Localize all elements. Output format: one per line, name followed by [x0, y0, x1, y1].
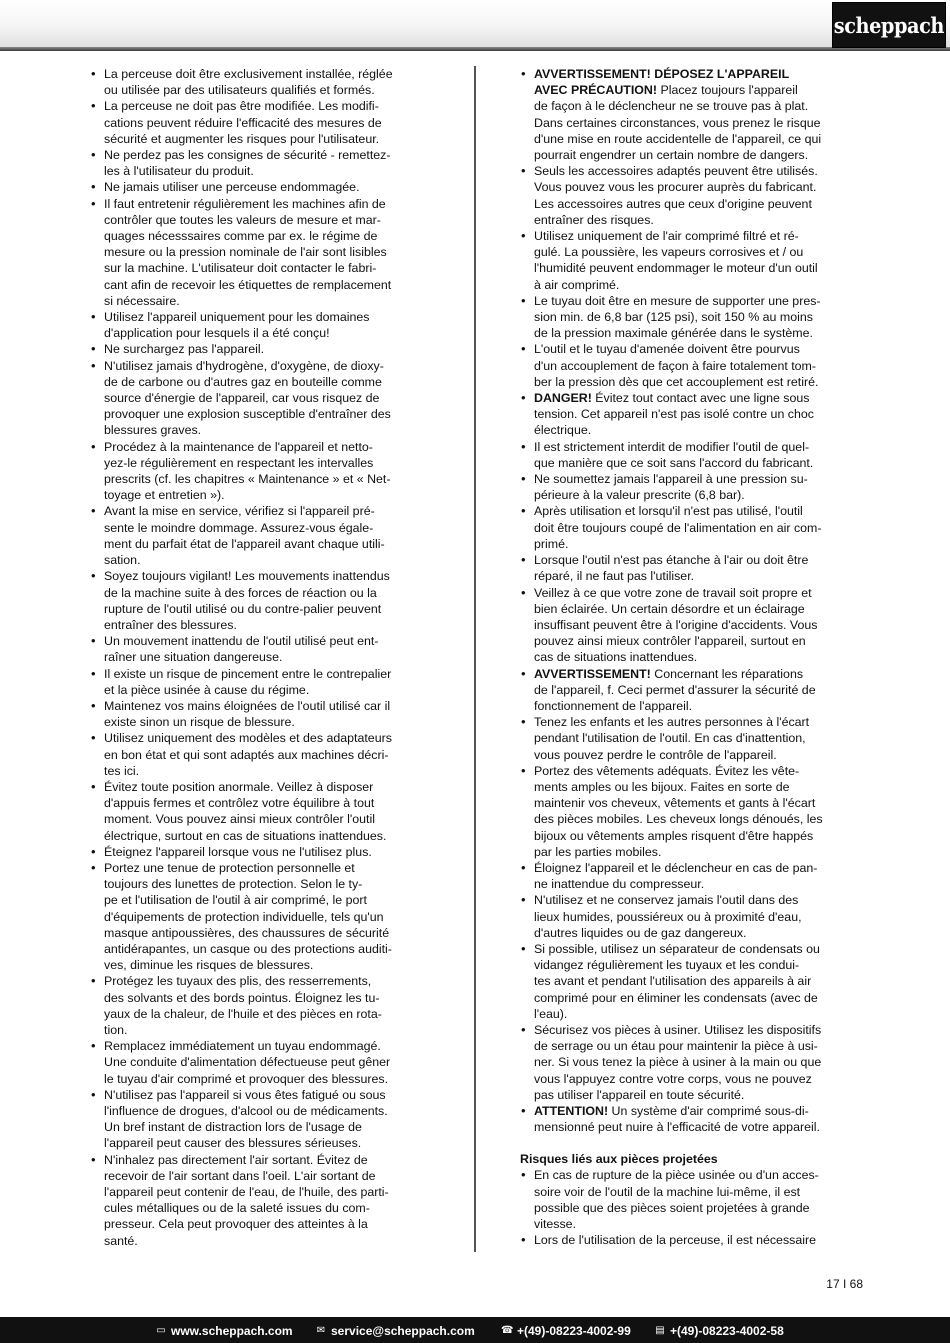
left-bullet-item: • N'inhalez pas directement l'air sortant. Évitez de recevoir de l'air sortant dans l'oeil. L'air sortant de l'appareil peut contenir de l'eau, de l'huile, des parti- cules métalliques ou de la saleté issues du com- presseur. Cela peut provoquer des atteintes à la santé.	[90, 1152, 432, 1249]
right-bullet-item	[520, 341, 862, 390]
left-bullet-item: • Ne surchargez pas l'appareil.	[90, 341, 432, 357]
left-bullet-item: • Il existe un risque de pincement entre le contrepalier et la pièce usinée à cause du régime.	[90, 666, 432, 698]
column-divider	[474, 66, 476, 1252]
right-bullet-item	[520, 390, 862, 439]
bullet-text: Sécurisez vos pièces à usiner. Utilisez les dispositifs de serrage ou un étau pour maintenir la pièce à usi- ner. Si vous tenez la pièce à usiner à la main ou que vous l'appuyez contre votre corps, vous ne pouvez pas utiliser l'appareil en toute sécurité.	[534, 1022, 822, 1102]
left-bullet-item: • Utilisez l'appareil uniquement pour les domaines d'application pour lesquels il a été conçu!	[90, 309, 432, 341]
left-bullet-item: • Il faut entretenir régulièrement les machines afin de contrôler que toutes les valeurs de mesure et mar- quages nécesssaires comme par ex. le régime de mesure ou la pression nominale de l'air sont lisibles sur la machine. L'utilisateur doit contacter le fabri- cant afin de recevoir les étiquettes de remplacement si nécessaire.	[90, 196, 432, 309]
mail-icon: ✉	[316, 1325, 326, 1336]
left-bullet-item: • N'utilisez pas l'appareil si vous êtes fatigué ou sous l'influence de drogues, d'alcool ou de médicaments. Un bref instant de distraction lors de l'usage de l'appareil peut causer des blessures sérieuses.	[90, 1087, 432, 1152]
right-bullet-item	[520, 714, 862, 763]
right-bullet-item	[520, 860, 862, 892]
right-column	[520, 66, 862, 1248]
bullet-text: Ne soumettez jamais l'appareil à une pression su- périeure à la valeur prescrite (6,8 bar).	[534, 472, 808, 503]
left-bullet-item: • Protégez les tuyaux des plis, des resserrements, des solvants et des bords pointus. Éloignez les tu- yaux de la chaleur, de l'huile et des pièces en rota- tion.	[90, 973, 432, 1038]
section-bullet-item: • En cas de rupture de la pièce usinée ou d'un acces- soire voir de l'outil de la machine lui-même, il est possible que des pièces soient projetées à grande vitesse.	[520, 1167, 862, 1232]
right-bullet-item	[520, 293, 862, 342]
warning-label: DANGER!	[534, 391, 592, 406]
page-number: 17 I 68	[826, 1277, 863, 1291]
bullet-text: N'utilisez et ne conservez jamais l'outil dans des lieux humides, poussiéreux ou à proximité d'eau, d'autres liquides ou de gaz dangereux.	[534, 893, 802, 940]
bullet-text: Éloignez l'appareil et le déclencheur en cas de pan- ne inattendue du compresseur.	[534, 860, 818, 892]
left-bullet-item: • La perceuse ne doit pas être modifiée. Les modifi- cations peuvent réduire l'efficacité des mesures de sécurité et augmenter les risques pour l'utilisateur.	[90, 98, 432, 147]
left-bullet-list	[90, 66, 432, 1249]
left-column	[90, 66, 432, 1249]
warning-label: AVVERTISSEMENT!	[534, 666, 651, 681]
warning-label: ATTENTION!	[534, 1104, 609, 1118]
left-bullet-item: • Remplacez immédiatement un tuyau endommagé. Une conduite d'alimentation défectueuse peut gêner le tuyau d'air comprimé et provoquer des blessures.	[90, 1038, 432, 1087]
left-bullet-item: • La perceuse doit être exclusivement installée, réglée ou utilisée par des utilisateurs qualifiés et formés.	[90, 66, 432, 98]
left-bullet-item: • Ne jamais utiliser une perceuse endommagée.	[90, 179, 432, 195]
left-bullet-item: • Évitez toute position anormale. Veillez à disposer d'appuis fermes et contrôlez votre équilibre à tout moment. Vous pouvez ainsi mieux contrôler l'outil électrique, surtout en cas de situations inattendues.	[90, 779, 432, 844]
left-bullet-item: • Ne perdez pas les consignes de sécurité - remettez- les à l'utilisateur du produit.	[90, 147, 432, 179]
section-heading: Risques liés aux pièces projetées	[520, 1152, 718, 1167]
brand-logo-text: scheppach	[833, 12, 945, 38]
left-bullet-item: • Portez une tenue de protection personnelle et toujours des lunettes de protection. Selon le ty- pe et l'utilisation de l'outil à air comprimé, le port d'équipements de protection individuelle, tels qu'un masque antipoussières, des chaussures de sécurité antidérapantes, un casque ou des protections auditi- ves, diminue les risques de blessures.	[90, 860, 432, 973]
right-bullet-item	[520, 585, 862, 666]
footer-fax	[654, 1324, 784, 1338]
footer-email[interactable]	[315, 1324, 475, 1338]
warning-label: AVVERTISSEMENT! DÉPOSEZ L'APPAREIL AVEC PRÉCAUTION!	[534, 67, 790, 98]
right-bullet-item	[520, 763, 862, 860]
bullet-text: Seuls les accessoires adaptés peuvent être utilisés. Vous pouvez vous les procurer auprès du fabricant. Les accessoires autres que ceux d'origine peuvent entraîner des risques.	[534, 164, 818, 227]
bullet-text: Tenez les enfants et les autres personnes à l'écart pendant l'utilisation de l'outil. En cas d'inattention, vous pouvez perdre le contrôle de l'appareil.	[534, 715, 810, 762]
section-bullet-list	[520, 1167, 862, 1248]
header-bar	[0, 0, 950, 50]
footer-email-text: service@scheppach.com	[331, 1324, 475, 1338]
footer-fax-text: +(49)-08223-4002-58	[670, 1324, 784, 1338]
section-bullet-item: • Lors de l'utilisation de la perceuse, il est nécessaire	[520, 1232, 862, 1248]
bullet-text: Veillez à ce que votre zone de travail soit propre et bien éclairée. Un certain désordre et un éclairage insuffisant peuvent être à l'origine d'accidents. Vous pouvez ainsi mieux contrôler l'appareil, surtout en cas de situations inattendues.	[534, 585, 818, 665]
bullet-text: Concernant les réparations de l'appareil, f. Ceci permet d'assurer la sécurité de fonctionnement de l'appareil.	[534, 666, 816, 713]
footer-phone	[501, 1324, 631, 1338]
left-bullet-item: • Éteignez l'appareil lorsque vous ne l'utilisez plus.	[90, 844, 432, 860]
bullet-text: Utilisez uniquement de l'air comprimé filtré et ré- gulé. La poussière, les vapeurs corrosives et / ou l'humidité peuvent endommager le moteur d'un outil à air comprimé.	[534, 229, 818, 292]
footer-phone-text: +(49)-08223-4002-99	[517, 1324, 631, 1338]
bullet-text: Portez des vêtements adéquats. Évitez les vête- ments amples ou les bijoux. Faites en sorte de maintenir vos cheveux, vêtements et gants à l'écart des pièces mobiles. Les cheveux longs dénoués, les bijoux ou vêtements amples risquent d'être happés par les parties mobiles.	[534, 763, 823, 859]
right-bullet-item	[520, 439, 862, 471]
right-bullet-item	[520, 892, 862, 941]
left-bullet-item: • Maintenez vos mains éloignées de l'outil utilisé car il existe sinon un risque de blessure.	[90, 698, 432, 730]
bullet-text: Placez toujours l'appareil de façon à le déclencheur ne se trouve pas à plat. Dans certaines circonstances, vous prenez le risque d'une mise en route accidentelle de l'appareil, ce qui pourrait engendrer un certain nombre de dangers.	[534, 83, 822, 163]
brand-logo	[832, 2, 946, 48]
left-bullet-item: • Soyez toujours vigilant! Les mouvements inattendus de la machine suite à des forces de réaction ou la rupture de l'outil utilisé ou du contre-palier peuvent entraîner des blessures.	[90, 568, 432, 633]
bullet-text: Lorsque l'outil n'est pas étanche à l'air ou doit être réparé, il ne faut pas l'utiliser.	[534, 553, 809, 584]
left-bullet-item: • N'utilisez jamais d'hydrogène, d'oxygène, de dioxy- de de carbone ou d'autres gaz en bouteille comme source d'énergie de l'appareil, car vous risquez de provoquer une explosion susceptible d'entraîner des blessures graves.	[90, 358, 432, 439]
bullet-text: L'outil et le tuyau d'amenée doivent être pourvus d'un accouplement de façon à faire totalement tom- ber la pression dès que cet accouplement est retiré.	[534, 342, 819, 389]
bullet-text: Le tuyau doit être en mesure de supporter une pres- sion min. de 6,8 bar (125 psi), soit 150 % au moins de la pression maximale générée dans le système.	[534, 293, 821, 341]
left-bullet-item: • Avant la mise en service, vérifiez si l'appareil pré- sente le moindre dommage. Assurez-vous égale- ment du parfait état de l'appareil avant chaque utili- sation.	[90, 503, 432, 568]
footer-web[interactable]	[155, 1324, 293, 1338]
left-bullet-item: • Utilisez uniquement des modèles et des adaptateurs en bon état et qui sont adaptés aux machines décri- tes ici.	[90, 730, 432, 779]
right-bullet-item	[520, 503, 862, 552]
left-bullet-item: • Un mouvement inattendu de l'outil utilisé peut ent- raîner une situation dangereuse.	[90, 633, 432, 665]
right-bullet-item	[520, 941, 862, 1022]
monitor-icon: ▭	[156, 1325, 166, 1336]
phone-icon: ☎	[501, 1325, 514, 1336]
bullet-text: Si possible, utilisez un séparateur de condensats ou vidangez régulièrement les tuyaux et les condui- tes avant et pendant l'utilisation des appareils à air comprimé pour en éliminer les condensats (avec de l'eau).	[534, 941, 820, 1021]
right-bullet-item	[520, 1103, 862, 1135]
bullet-text: Il est strictement interdit de modifier l'outil de quel- que manière que ce soit sans l'accord du fabricant.	[534, 439, 814, 470]
footer-web-text: www.scheppach.com	[171, 1324, 293, 1338]
right-bullet-item	[520, 228, 862, 293]
fax-icon: ▤	[655, 1325, 665, 1336]
left-bullet-item: • Procédez à la maintenance de l'appareil et netto- yez-le régulièrement en respectant les intervalles prescrits (cf. les chapitres « Maintenance » et « Net- toyage et entretien »).	[90, 439, 432, 504]
right-bullet-item	[520, 163, 862, 228]
right-bullet-item	[520, 66, 862, 163]
right-bullet-item	[520, 471, 862, 503]
right-bullet-list	[520, 66, 862, 1135]
bullet-text: Un système d'air comprimé sous-di- mensionné peut nuire à l'efficacité de votre appareil.	[534, 1104, 820, 1135]
right-bullet-item	[520, 552, 862, 584]
bullet-text: Évitez tout contact avec une ligne sous tension. Cet appareil n'est pas isolé contre un choc électrique.	[534, 391, 814, 438]
right-bullet-item	[520, 666, 862, 715]
bullet-text: Après utilisation et lorsqu'il n'est pas utilisé, l'outil doit être toujours coupé de l'alimentation en air com- primé.	[534, 504, 822, 551]
header-rule	[0, 47, 950, 51]
footer-bar	[0, 1317, 950, 1343]
right-bullet-item	[520, 1022, 862, 1103]
